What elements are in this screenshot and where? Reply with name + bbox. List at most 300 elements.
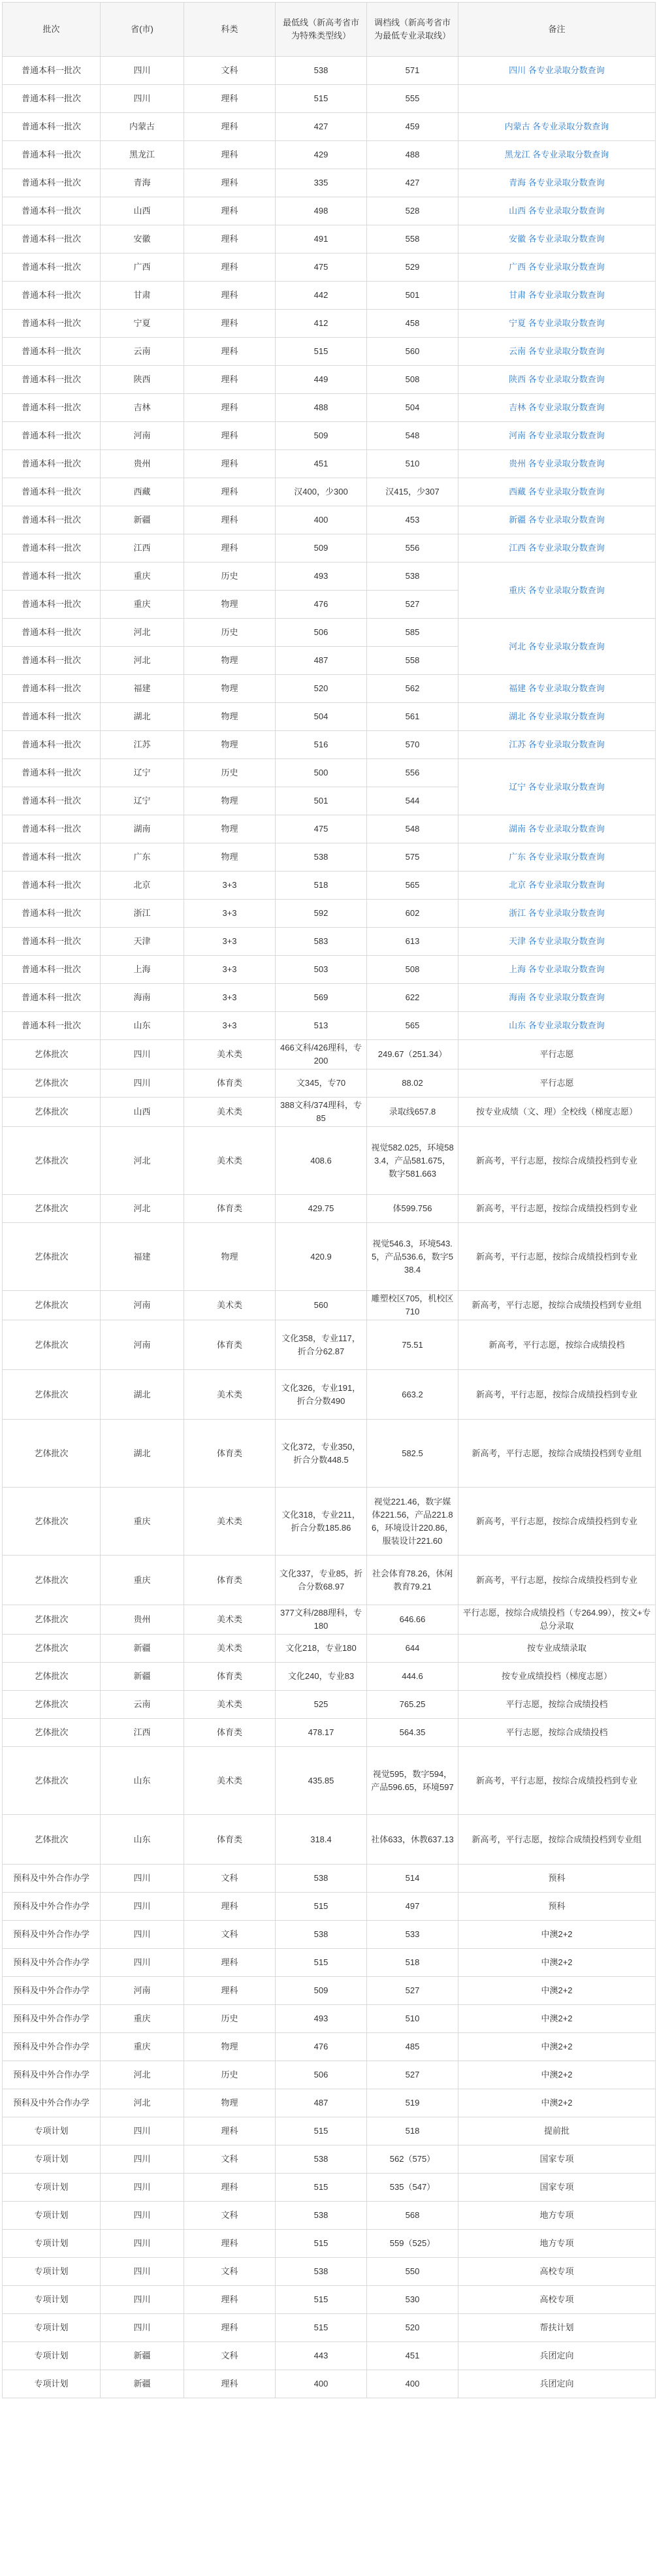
- remark-cell: 预科: [458, 1865, 656, 1893]
- province-cell: 贵州: [101, 450, 184, 478]
- cutoff-line-cell: 560: [367, 338, 458, 366]
- score-query-link[interactable]: [509, 487, 605, 497]
- link-province: 上海: [509, 964, 526, 974]
- table-row: [3, 85, 656, 113]
- score-query-link[interactable]: [509, 936, 605, 946]
- batch-cell: 普通本科一批次: [3, 225, 101, 253]
- subject-cell: 文科: [184, 1921, 276, 1949]
- score-query-link[interactable]: [509, 683, 605, 693]
- province-cell: 四川: [101, 85, 184, 113]
- remark-cell: 中澳2+2: [458, 1949, 656, 1977]
- remark-cell: 新高考，平行志愿，按综合成绩投档到专业: [458, 1747, 656, 1815]
- cutoff-line-cell: 视觉221.46，数字媒体221.56，产品221.86，环境设计220.86，服装设计221.60: [367, 1488, 458, 1556]
- province-cell: 浙江: [101, 900, 184, 928]
- min-line-cell: 538: [276, 843, 367, 872]
- remark-cell: 国家专项: [458, 2145, 656, 2174]
- batch-cell: 艺体批次: [3, 1040, 101, 1069]
- min-line-cell: 509: [276, 422, 367, 450]
- batch-cell: 预科及中外合作办学: [3, 1921, 101, 1949]
- table-row: [3, 253, 656, 282]
- remark-cell: [458, 731, 656, 759]
- batch-cell: 预科及中外合作办学: [3, 1949, 101, 1977]
- score-query-link[interactable]: [509, 711, 605, 721]
- province-cell: 四川: [101, 2202, 184, 2230]
- table-row: [3, 1223, 656, 1291]
- link-province: 内蒙古: [504, 122, 530, 131]
- score-query-link[interactable]: [509, 402, 605, 412]
- score-query-link[interactable]: [509, 964, 605, 974]
- batch-cell: 普通本科一批次: [3, 169, 101, 197]
- province-cell: 河南: [101, 1977, 184, 2005]
- subject-cell: 物理: [184, 787, 276, 815]
- province-cell: 重庆: [101, 1556, 184, 1605]
- province-cell: 安徽: [101, 225, 184, 253]
- province-cell: 天津: [101, 928, 184, 956]
- link-province: 吉林: [509, 402, 526, 412]
- min-line-cell: 466文科/426理科，专200: [276, 1040, 367, 1069]
- min-line-cell: 400: [276, 2370, 367, 2398]
- cutoff-line-cell: 582.5: [367, 1420, 458, 1488]
- batch-cell: 艺体批次: [3, 1605, 101, 1635]
- subject-cell: 美术类: [184, 1098, 276, 1127]
- cutoff-line-cell: 561: [367, 703, 458, 731]
- link-suffix: 各专业录取分数查询: [526, 936, 605, 946]
- cutoff-line-cell: 558: [367, 225, 458, 253]
- link-suffix: 各专业录取分数查询: [530, 122, 609, 131]
- batch-cell: 预科及中外合作办学: [3, 2033, 101, 2061]
- table-row: [3, 731, 656, 759]
- batch-cell: 专项计划: [3, 2230, 101, 2258]
- score-query-link[interactable]: [509, 290, 605, 300]
- cutoff-line-cell: 录取线657.8: [367, 1098, 458, 1127]
- link-province: 云南: [509, 346, 526, 356]
- min-line-cell: 493: [276, 562, 367, 591]
- link-suffix: 各专业录取分数查询: [530, 150, 609, 159]
- remark-cell: 新高考，平行志愿，按综合成绩投档到专业组: [458, 1815, 656, 1865]
- link-province: 天津: [509, 936, 526, 946]
- table-row: [3, 450, 656, 478]
- link-province: 新疆: [509, 515, 526, 525]
- cutoff-line-cell: 485: [367, 2033, 458, 2061]
- remark-cell: [458, 872, 656, 900]
- subject-cell: 历史: [184, 619, 276, 647]
- cutoff-line-cell: 527: [367, 1977, 458, 2005]
- batch-cell: 普通本科一批次: [3, 422, 101, 450]
- min-line-cell: 506: [276, 619, 367, 647]
- province-cell: 四川: [101, 2174, 184, 2202]
- province-cell: 上海: [101, 956, 184, 984]
- subject-cell: 理科: [184, 253, 276, 282]
- min-line-cell: 509: [276, 1977, 367, 2005]
- province-cell: 重庆: [101, 2005, 184, 2033]
- subject-cell: 物理: [184, 2033, 276, 2061]
- min-line-cell: 文化337，专业85，折合分数68.97: [276, 1556, 367, 1605]
- cutoff-line-cell: 613: [367, 928, 458, 956]
- score-query-link[interactable]: [509, 318, 605, 328]
- province-cell: 新疆: [101, 2370, 184, 2398]
- province-cell: 广西: [101, 253, 184, 282]
- min-line-cell: 475: [276, 815, 367, 843]
- link-suffix: 各专业录取分数查询: [526, 908, 605, 918]
- link-suffix: 各专业录取分数查询: [526, 515, 605, 525]
- score-query-link[interactable]: [509, 740, 605, 749]
- cutoff-line-cell: 249.67（251.34）: [367, 1040, 458, 1069]
- score-query-link[interactable]: [505, 122, 609, 131]
- subject-cell: 文科: [184, 2145, 276, 2174]
- batch-cell: 普通本科一批次: [3, 310, 101, 338]
- remark-cell: [458, 900, 656, 928]
- batch-cell: 普通本科一批次: [3, 759, 101, 787]
- score-query-link[interactable]: [509, 515, 605, 525]
- cutoff-line-cell: 508: [367, 956, 458, 984]
- link-province: 重庆: [509, 585, 526, 595]
- remark-cell: 地方专项: [458, 2230, 656, 2258]
- batch-cell: 普通本科一批次: [3, 815, 101, 843]
- subject-cell: 3+3: [184, 984, 276, 1012]
- remark-cell: [458, 562, 656, 619]
- link-province: 福建: [509, 683, 526, 693]
- province-cell: 福建: [101, 675, 184, 703]
- subject-cell: 物理: [184, 2089, 276, 2117]
- link-province: 黑龙江: [504, 150, 530, 159]
- remark-cell: 按专业成绩投档（梯度志愿）: [458, 1663, 656, 1691]
- remark-cell: [458, 225, 656, 253]
- province-cell: 四川: [101, 1069, 184, 1098]
- link-suffix: 各专业录取分数查询: [526, 880, 605, 890]
- table-row: [3, 619, 656, 647]
- cutoff-line-cell: 508: [367, 366, 458, 394]
- min-line-cell: 498: [276, 197, 367, 225]
- cutoff-line-cell: 527: [367, 591, 458, 619]
- remark-cell: 预科: [458, 1893, 656, 1921]
- subject-cell: 历史: [184, 562, 276, 591]
- remark-cell: [458, 1012, 656, 1040]
- subject-cell: 理科: [184, 506, 276, 534]
- score-query-link[interactable]: [509, 206, 605, 216]
- province-cell: 山西: [101, 197, 184, 225]
- remark-cell: [458, 759, 656, 815]
- table-row: [3, 984, 656, 1012]
- cutoff-line-cell: 视觉595，数字594，产品596.65，环境597: [367, 1747, 458, 1815]
- cutoff-line-cell: 444.6: [367, 1663, 458, 1691]
- subject-cell: 历史: [184, 2061, 276, 2089]
- min-line-cell: 504: [276, 703, 367, 731]
- cutoff-line-cell: 570: [367, 731, 458, 759]
- min-line-cell: 538: [276, 1921, 367, 1949]
- min-line-cell: 520: [276, 675, 367, 703]
- score-query-link[interactable]: [509, 234, 605, 244]
- table-row: [3, 1012, 656, 1040]
- table-row: [3, 2286, 656, 2314]
- score-query-link[interactable]: [509, 852, 605, 862]
- batch-cell: 普通本科一批次: [3, 787, 101, 815]
- cutoff-line-cell: 571: [367, 57, 458, 85]
- table-row: [3, 1747, 656, 1815]
- cutoff-line-cell: 510: [367, 2005, 458, 2033]
- subject-cell: 物理: [184, 703, 276, 731]
- cutoff-line-cell: 530: [367, 2286, 458, 2314]
- min-line-cell: 318.4: [276, 1815, 367, 1865]
- cutoff-line-cell: 533: [367, 1921, 458, 1949]
- batch-cell: 普通本科一批次: [3, 366, 101, 394]
- subject-cell: 理科: [184, 1949, 276, 1977]
- batch-cell: 预科及中外合作办学: [3, 1977, 101, 2005]
- subject-cell: 体育类: [184, 1719, 276, 1747]
- remark-cell: [458, 675, 656, 703]
- subject-cell: 理科: [184, 450, 276, 478]
- table-row: [3, 506, 656, 534]
- score-query-link[interactable]: [509, 1020, 605, 1030]
- header-batch: 批次: [3, 3, 101, 57]
- table-row: [3, 478, 656, 506]
- batch-cell: 专项计划: [3, 2117, 101, 2145]
- subject-cell: 3+3: [184, 928, 276, 956]
- min-line-cell: 515: [276, 338, 367, 366]
- remark-cell: [458, 113, 656, 141]
- cutoff-line-cell: 518: [367, 2117, 458, 2145]
- cutoff-line-cell: 548: [367, 815, 458, 843]
- score-query-link[interactable]: [509, 782, 605, 792]
- remark-cell: 新高考，平行志愿，按综合成绩投档到专业: [458, 1127, 656, 1195]
- table-row: [3, 197, 656, 225]
- cutoff-line-cell: 538: [367, 562, 458, 591]
- link-suffix: 各专业录取分数查询: [526, 641, 605, 651]
- remark-cell: [458, 928, 656, 956]
- cutoff-line-cell: 510: [367, 450, 458, 478]
- remark-cell: 帮扶计划: [458, 2314, 656, 2342]
- table-row: [3, 1865, 656, 1893]
- min-line-cell: 文化318，专业211，折合分数185.86: [276, 1488, 367, 1556]
- header-province: 省(市): [101, 3, 184, 57]
- subject-cell: 物理: [184, 647, 276, 675]
- remark-cell: 新高考，平行志愿，按综合成绩投档到专业: [458, 1556, 656, 1605]
- cutoff-line-cell: 400: [367, 2370, 458, 2398]
- table-row: [3, 141, 656, 169]
- remark-cell: [458, 141, 656, 169]
- province-cell: 云南: [101, 338, 184, 366]
- score-query-link[interactable]: [505, 150, 609, 159]
- cutoff-line-cell: 雕塑校区705，机校区710: [367, 1291, 458, 1320]
- remark-cell: [458, 843, 656, 872]
- cutoff-line-cell: 565: [367, 872, 458, 900]
- subject-cell: 体育类: [184, 1320, 276, 1370]
- batch-cell: 普通本科一批次: [3, 394, 101, 422]
- cutoff-line-cell: 559（525）: [367, 2230, 458, 2258]
- subject-cell: 理科: [184, 2370, 276, 2398]
- score-query-link[interactable]: [509, 908, 605, 918]
- link-suffix: 各专业录取分数查询: [526, 374, 605, 384]
- batch-cell: 普通本科一批次: [3, 141, 101, 169]
- table-row: [3, 675, 656, 703]
- cutoff-line-cell: 501: [367, 282, 458, 310]
- table-row: [3, 1291, 656, 1320]
- link-suffix: 各专业录取分数查询: [526, 318, 605, 328]
- remark-cell: 平行志愿: [458, 1040, 656, 1069]
- remark-cell: [458, 815, 656, 843]
- link-province: 浙江: [509, 908, 526, 918]
- score-query-link[interactable]: [509, 880, 605, 890]
- table-body: [3, 57, 656, 2398]
- remark-cell: 国家专项: [458, 2174, 656, 2202]
- remark-cell: 新高考，平行志愿，按综合成绩投档到专业组: [458, 1420, 656, 1488]
- table-row: [3, 562, 656, 591]
- table-row: [3, 1605, 656, 1635]
- link-suffix: 各专业录取分数查询: [526, 740, 605, 749]
- subject-cell: 历史: [184, 759, 276, 787]
- province-cell: 甘肃: [101, 282, 184, 310]
- admission-score-table: [2, 2, 656, 2398]
- province-cell: 湖北: [101, 1370, 184, 1420]
- batch-cell: 专项计划: [3, 2202, 101, 2230]
- subject-cell: 文科: [184, 2342, 276, 2370]
- min-line-cell: 412: [276, 310, 367, 338]
- province-cell: 四川: [101, 2145, 184, 2174]
- table-row: [3, 2061, 656, 2089]
- link-suffix: 各专业录取分数查询: [526, 402, 605, 412]
- score-query-link[interactable]: [509, 374, 605, 384]
- score-query-link[interactable]: [509, 543, 605, 553]
- score-query-link[interactable]: [509, 585, 605, 595]
- batch-cell: 普通本科一批次: [3, 619, 101, 647]
- subject-cell: 物理: [184, 843, 276, 872]
- cutoff-line-cell: 汉415，少307: [367, 478, 458, 506]
- min-line-cell: 500: [276, 759, 367, 787]
- table-row: [3, 1663, 656, 1691]
- table-row: [3, 2258, 656, 2286]
- table-row: [3, 2174, 656, 2202]
- min-line-cell: 493: [276, 2005, 367, 2033]
- cutoff-line-cell: 663.2: [367, 1370, 458, 1420]
- batch-cell: 专项计划: [3, 2314, 101, 2342]
- min-line-cell: 文化240，专业83: [276, 1663, 367, 1691]
- table-row: [3, 225, 656, 253]
- table-row: [3, 1977, 656, 2005]
- table-row: [3, 1195, 656, 1223]
- cutoff-line-cell: 75.51: [367, 1320, 458, 1370]
- header-remark: 备注: [458, 3, 656, 57]
- table-row: [3, 1320, 656, 1370]
- score-query-link[interactable]: [509, 346, 605, 356]
- province-cell: 四川: [101, 2286, 184, 2314]
- link-province: 陕西: [509, 374, 526, 384]
- batch-cell: 艺体批次: [3, 1098, 101, 1127]
- score-query-link[interactable]: [509, 642, 605, 651]
- link-province: 山东: [509, 1020, 526, 1030]
- min-line-cell: 515: [276, 1893, 367, 1921]
- remark-cell: 平行志愿，按综合成绩投档: [458, 1719, 656, 1747]
- remark-cell: 中澳2+2: [458, 2033, 656, 2061]
- link-suffix: 各专业录取分数查询: [526, 683, 605, 693]
- remark-cell: [458, 338, 656, 366]
- cutoff-line-cell: 564.35: [367, 1719, 458, 1747]
- table-header-row: [3, 3, 656, 57]
- province-cell: 山东: [101, 1815, 184, 1865]
- min-line-cell: 538: [276, 1865, 367, 1893]
- cutoff-line-cell: 562（575）: [367, 2145, 458, 2174]
- remark-cell: 新高考，平行志愿，按综合成绩投档到专业: [458, 1195, 656, 1223]
- link-province: 江苏: [509, 740, 526, 749]
- batch-cell: 普通本科一批次: [3, 197, 101, 225]
- score-query-link[interactable]: [509, 178, 605, 187]
- remark-cell: 提前批: [458, 2117, 656, 2145]
- province-cell: 湖南: [101, 815, 184, 843]
- min-line-cell: 335: [276, 169, 367, 197]
- batch-cell: 普通本科一批次: [3, 703, 101, 731]
- batch-cell: 艺体批次: [3, 1815, 101, 1865]
- cutoff-line-cell: 548: [367, 422, 458, 450]
- province-cell: 贵州: [101, 1605, 184, 1635]
- province-cell: 河北: [101, 2061, 184, 2089]
- cutoff-line-cell: 568: [367, 2202, 458, 2230]
- subject-cell: 文科: [184, 57, 276, 85]
- subject-cell: 文科: [184, 2258, 276, 2286]
- province-cell: 重庆: [101, 2033, 184, 2061]
- link-suffix: 各专业录取分数查询: [526, 992, 605, 1002]
- province-cell: 山东: [101, 1747, 184, 1815]
- province-cell: 山东: [101, 1012, 184, 1040]
- batch-cell: 普通本科一批次: [3, 562, 101, 591]
- cutoff-line-cell: 458: [367, 310, 458, 338]
- score-query-link[interactable]: [509, 262, 605, 272]
- subject-cell: 文科: [184, 1865, 276, 1893]
- cutoff-line-cell: 体599.756: [367, 1195, 458, 1223]
- cutoff-line-cell: 528: [367, 197, 458, 225]
- batch-cell: 普通本科一批次: [3, 282, 101, 310]
- min-line-cell: 文化218，专业180: [276, 1635, 367, 1663]
- remark-cell: [458, 703, 656, 731]
- batch-cell: 艺体批次: [3, 1127, 101, 1195]
- score-query-link[interactable]: [509, 431, 605, 440]
- table-row: [3, 2370, 656, 2398]
- min-line-cell: 518: [276, 872, 367, 900]
- min-line-cell: 429: [276, 141, 367, 169]
- remark-cell: [458, 478, 656, 506]
- table-row: [3, 534, 656, 562]
- score-query-link[interactable]: [509, 459, 605, 468]
- min-line-cell: 汉400，少300: [276, 478, 367, 506]
- score-query-link[interactable]: [509, 824, 605, 834]
- province-cell: 西藏: [101, 478, 184, 506]
- subject-cell: 体育类: [184, 1069, 276, 1098]
- batch-cell: 艺体批次: [3, 1635, 101, 1663]
- province-cell: 福建: [101, 1223, 184, 1291]
- table-row: [3, 113, 656, 141]
- min-line-cell: 388文科/374理科，专85: [276, 1098, 367, 1127]
- province-cell: 四川: [101, 2258, 184, 2286]
- table-row: [3, 1098, 656, 1127]
- link-suffix: 各专业录取分数查询: [526, 459, 605, 468]
- score-query-link[interactable]: [509, 992, 605, 1002]
- subject-cell: 文科: [184, 2202, 276, 2230]
- link-province: 北京: [509, 880, 526, 890]
- province-cell: 辽宁: [101, 787, 184, 815]
- table-row: [3, 1691, 656, 1719]
- batch-cell: 预科及中外合作办学: [3, 2061, 101, 2089]
- link-province: 湖北: [509, 711, 526, 721]
- subject-cell: 理科: [184, 2314, 276, 2342]
- batch-cell: 普通本科一批次: [3, 534, 101, 562]
- subject-cell: 美术类: [184, 1040, 276, 1069]
- table-row: [3, 1370, 656, 1420]
- batch-cell: 专项计划: [3, 2286, 101, 2314]
- score-query-link[interactable]: [509, 65, 605, 75]
- cutoff-line-cell: 497: [367, 1893, 458, 1921]
- province-cell: 新疆: [101, 1635, 184, 1663]
- table-row: [3, 2145, 656, 2174]
- batch-cell: 普通本科一批次: [3, 478, 101, 506]
- province-cell: 青海: [101, 169, 184, 197]
- province-cell: 四川: [101, 1893, 184, 1921]
